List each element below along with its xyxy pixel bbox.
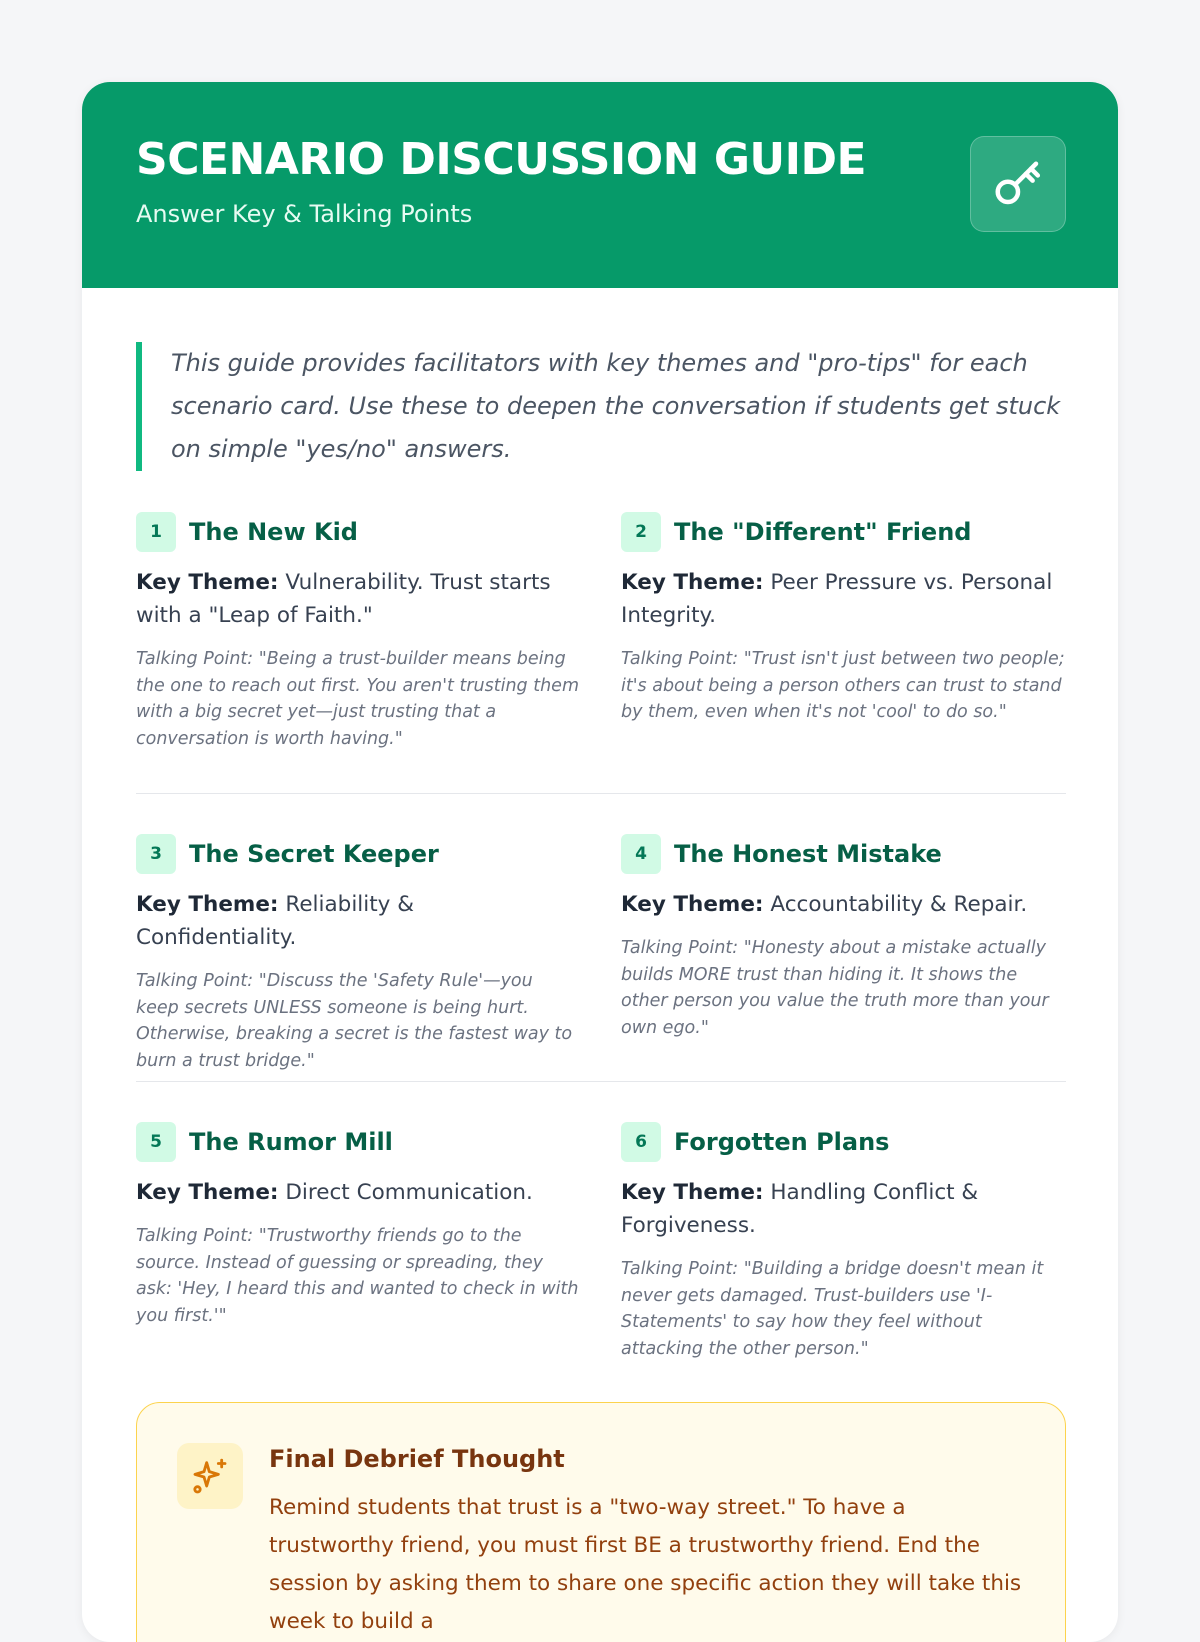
scenario-title: The Honest Mistake (674, 840, 942, 868)
scenario-title: Forgotten Plans (674, 1128, 890, 1156)
scenario-card (136, 834, 580, 1074)
sparkle-badge (177, 1443, 243, 1509)
scenario-number: 6 (621, 1122, 661, 1162)
guide-card (82, 82, 1118, 1642)
scenario-title: The Rumor Mill (189, 1128, 393, 1156)
key-theme (621, 1176, 1065, 1242)
key-theme-label: Key Theme: (136, 892, 279, 917)
key-theme (621, 566, 1065, 632)
key-theme-text: Handling Conflict & Forgiveness. (621, 1180, 979, 1238)
scenario-number: 5 (136, 1122, 176, 1162)
scenario-card (621, 834, 1065, 1041)
talking-point: Talking Point: "Being a trust-builder means being the one to reach out first. You aren't trusting them with a big secret yet—just trusting that a conversation is worth having." (136, 649, 579, 749)
key-theme-label: Key Theme: (621, 1180, 764, 1205)
intro-text: This guide provides facilitators with key themes and "pro-tips" for each scenario card. Use these to deepen the conversation if students get stuck on simple "yes/no" answers. (136, 342, 1071, 471)
talking-point: Talking Point: "Building a bridge doesn't mean it never gets damaged. Trust-builders use 'I-Statements' to say how they feel without attacking the other person." (621, 1259, 1044, 1359)
talking-point: Talking Point: "Trust isn't just between two people; it's about being a person others can trust to stand by them, even when it's not 'cool' to do so." (621, 649, 1065, 722)
key-icon (991, 157, 1045, 211)
scenario-title: The New Kid (189, 518, 358, 546)
key-theme-text: Peer Pressure vs. Personal Integrity. (621, 570, 1053, 628)
debrief-text: Remind students that trust is a "two-way street." To have a trustworthy friend, you must first BE a trustworthy friend. End the session by asking them to share one specific action they will take this week to build a (269, 1495, 1022, 1634)
key-theme-text: Accountability & Repair. (770, 892, 1028, 917)
scenario-card (621, 1122, 1065, 1362)
key-theme-label: Key Theme: (136, 570, 279, 595)
scenario-number: 2 (621, 512, 661, 552)
key-theme (136, 1176, 580, 1209)
sparkle-icon (190, 1456, 230, 1496)
scenario-number: 3 (136, 834, 176, 874)
key-theme-text: Reliability & Confidentiality. (136, 892, 415, 950)
header (82, 82, 1118, 288)
scenario-number: 4 (621, 834, 661, 874)
divider (136, 1081, 1066, 1082)
talking-point: Talking Point: "Discuss the 'Safety Rule'—you keep secrets UNLESS someone is being hurt. Otherwise, breaking a secret is the fastest way to burn a trust bridge." (136, 971, 573, 1071)
key-theme (136, 566, 580, 632)
key-theme (621, 888, 1065, 921)
key-theme-text: Vulnerability. Trust starts with a "Leap of Faith." (136, 570, 551, 628)
divider (136, 793, 1066, 794)
scenario-title: The Secret Keeper (189, 840, 439, 868)
debrief-title: Final Debrief Thought (269, 1445, 565, 1473)
scenario-card (621, 512, 1065, 726)
key-theme-label: Key Theme: (621, 892, 764, 917)
scenario-card (136, 1122, 580, 1329)
scenario-title: The "Different" Friend (674, 518, 972, 546)
page-subtitle: Answer Key & Talking Points (136, 200, 473, 228)
key-theme-label: Key Theme: (621, 570, 764, 595)
key-theme (136, 888, 580, 954)
key-badge (970, 136, 1066, 232)
scenario-number: 1 (136, 512, 176, 552)
key-theme-label: Key Theme: (136, 1180, 279, 1205)
page-title: SCENARIO DISCUSSION GUIDE (136, 134, 867, 185)
talking-point: Talking Point: "Trustworthy friends go to the source. Instead of guessing or spreading, they ask: 'Hey, I heard this and wanted to check in with you first.'" (136, 1226, 579, 1326)
scenario-card (136, 512, 580, 752)
key-theme-text: Direct Communication. (285, 1180, 533, 1205)
debrief-box (136, 1402, 1066, 1642)
talking-point: Talking Point: "Honesty about a mistake actually builds MORE trust than hiding it. It shows the other person you value the truth more than your own ego." (621, 938, 1049, 1038)
